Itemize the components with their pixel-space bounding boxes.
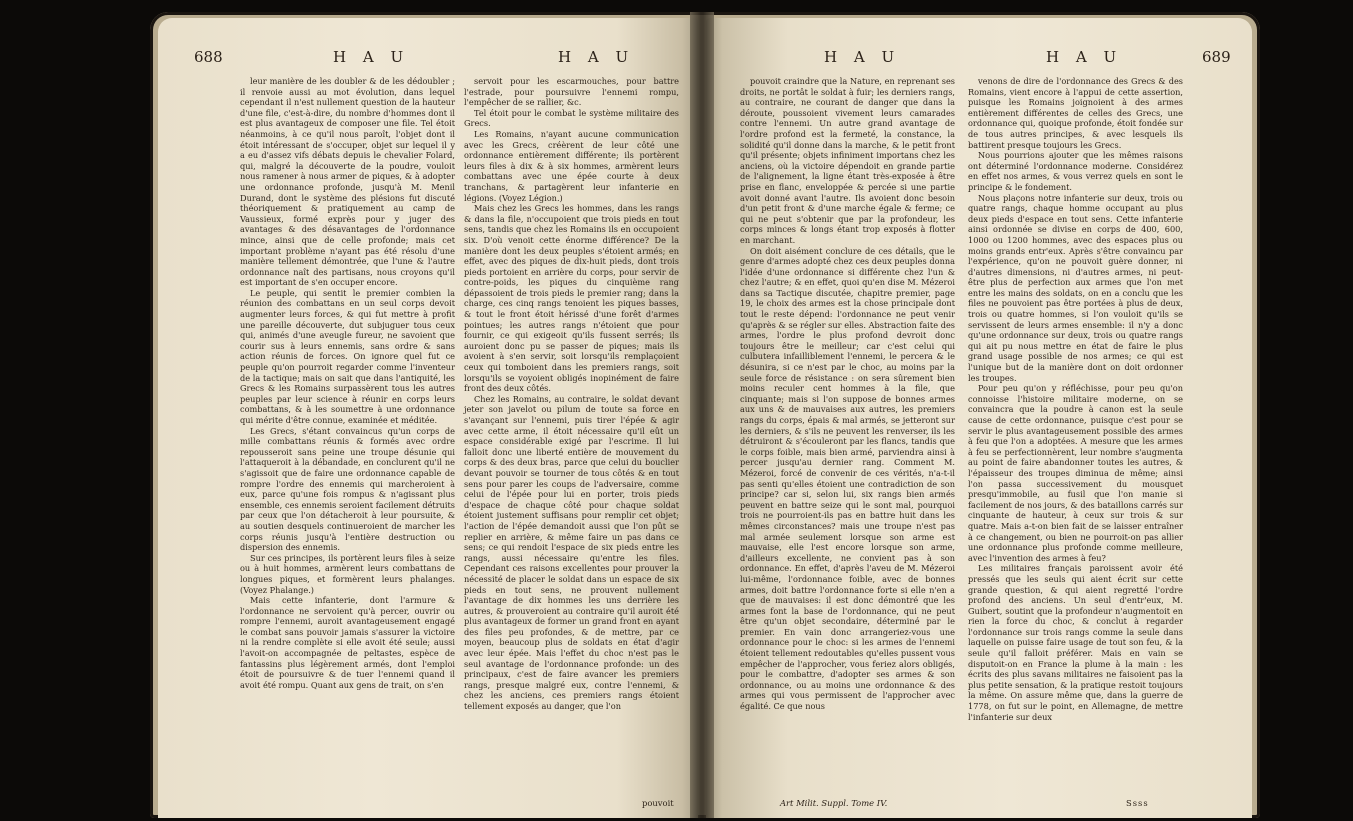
right-page-column-1 <box>740 76 955 712</box>
paragraph: Mais cette infanterie, dont l'armure & l'ordonnance ne servoient qu'à percer, ouvrir ou rompre l'ennemi, auroit avantageusement engagé le combat sans pouvoir jamais s'assurer la victoire ni la rendre complète si elle avoit été seule; aussi l'avoit-on accompagnée de peltastes, espèce de fantassins plus légèrement armés, dont l'emploi étoit de poursuivre & de tuer l'ennemi quand il avoit été rompu. Quant aux gens de trait, on s'en <box>240 595 455 690</box>
open-book-spread <box>150 12 1260 818</box>
paragraph: Nous pourrions ajouter que les mêmes raisons ont déterminé l'ordonnance moderne. Considérez en effet nos armes, & vous verrez quels en sont le principe & le fondement. <box>968 150 1183 192</box>
paragraph: pouvoit craindre que la Nature, en reprenant ses droits, ne portât le soldat à fuir; les derniers rangs, au contraire, ne courant de danger que dans la déroute, poussoient vivement leurs camarades contre l'ennemi. Un autre grand avantage de l'ordre profond est la fermeté, la constance, la solidité qu'il donne dans la marche, & le petit front qu'il présente; objets infiniment importans chez les anciens, où la victoire dépendoit en grande partie de l'alignement, la ligne étant très-exposée à être prise en flanc, enveloppée & percée si une partie avoit donné avant l'autre. Ils avoient donc besoin d'un petit front & d'une marche égale & ferme; ce qui ne peut s'obtenir que par la profondeur, les corps minces & longs étant trop exposés à flotter en marchant. <box>740 76 955 245</box>
paragraph: Mais chez les Grecs les hommes, dans les rangs & dans la file, n'occupoient que trois pieds en tout sens, tandis que chez les Romains ils en occupoient six. D'où venoit cette énorme différence? De la manière dont les deux peuples s'étoient armés; en effet, avec des piques de dix-huit pieds, dont trois pieds portoient en arrière du corps, pour servir de contre-poids, les piques du cinquième rang dépassoient de trois pieds le premier rang; dans la charge, ces cinq rangs tenoient les piques basses, & tout le front étoit hérissé d'une forêt d'armes pointues; les autres rangs n'étoient que pour fournir, ce qui exigeoit qu'ils fussent serrés; ils auroient donc pu se passer de piques; mais ils avoient à s'en servir, soit lorsqu'ils remplaçoient ceux qui tomboient dans les premiers rangs, soit lorsqu'ils se voyoient obligés inopinément de faire front des deux côtés. <box>464 203 679 394</box>
paragraph: Chez les Romains, au contraire, le soldat devant jeter son javelot ou pilum de toute sa force en s'avançant sur l'ennemi, puis tirer l'épée & agir avec cette arme, il étoit nécessaire qu'il eût un espace considérable exigé par l'escrime. Il lui falloit donc une liberté entière de mouvement du corps & des deux bras, parce que celui du bouclier devant pouvoir se tourner de tous côtés & en tout sens pour parer les coups de l'adversaire, comme celui de l'épée pour lui en porter, trois pieds d'espace de chaque côté pour chaque soldat étoient justement suffisans pour remplir cet objet; l'action de l'épée demandoit aussi que l'on pût se replier en arrière, & même faire un pas dans ce sens; ce qui rendoit l'espace de six pieds entre les rangs, aussi nécessaire qu'entre les files. Cependant ces raisons excellentes pour prouver la nécessité de placer le soldat dans un espace de six pieds en tout sens, ne prouvent nullement l'avantage de dix hommes les uns derrière les autres, & prouveroient au contraire qu'il auroit été plus avantageux de former un grand front en ayant des files peu profondes, & de mettre, par ce moyen, beaucoup plus de soldats en état d'agir avec leur épée. Mais l'effet du choc n'est pas le seul avantage de l'ordonnance profonde: un des principaux, c'est de faire avancer les premiers rangs, presque malgré eux, contre l'ennemi, & chez les anciens, ces premiers rangs étoient tellement exposés au danger, que l'on <box>464 393 679 712</box>
right-running-head-1: H A U <box>824 48 901 66</box>
paragraph: leur manière de les doubler & de les dédoubler ; il renvoie aussi au mot évolution, dans lequel cependant il n'est nullement question de la hauteur d'une file, c'est-à-dire, du nombre d'hommes dont il est plus avantageux de composer une file. Tel étoit néanmoins, à ce qu'il nous paroît, l'objet dont il étoit intéressant de s'occuper, objet sur lequel il y a eu d'assez vifs débats depuis le chevalier Folard, qui, malgré la découverte de la poudre, vouloit nous ramener à nous armer de piques, & à adopter une ordonnance profonde, jusqu'à M. Menil Durand, dont le système des plésions fut discuté théoriquement & pratiquement au camp de Vaussieux, formé exprès pour y juger des avantages & des désavantages de l'ordonnance mince, ainsi que de celle profonde; mais cet important problème n'ayant pas été résolu d'une manière tellement démontrée, que l'une & l'autre ordonnance naît des partisans, nous croyons qu'il est important de s'en occuper encore. <box>240 76 455 288</box>
paragraph: Les Grecs, s'étant convaincus qu'un corps de mille combattans réunis & formés avec ordre repousseroit sans peine une troupe désunie qui l'attaqueroit à la débandade, en conclurent qu'il ne s'agissoit que de faire une ordonnance capable de rompre l'ordre des ennemis qui marcheroient à eux, parce qu'une fois rompus & n'agissant plus ensemble, ces ennemis seroient facilement détruits par ceux que l'on détacheroit à leur poursuite, & au soutien desquels continueroient de marcher les corps réunis jusqu'à l'entière destruction ou dispersion des ennemis. <box>240 425 455 553</box>
paragraph: Les militaires français paroissent avoir été pressés que les seuls qui aient écrit sur cette grande question, & qui aient regretté l'ordre profond des anciens. Un seul d'entr'eux, M. Guibert, soutint que la profondeur n'augmentoit en rien la force du choc, & conclut à regarder l'ordonnance sur trois rangs comme la seule dans laquelle on puisse faire usage de tout son feu, & la seule qu'il falloit préférer. Mais en vain se disputoit-on en France la plume à la main : les écrits des plus savans militaires ne faisoient pas la plus petite sensation, & la pratique restoit toujours la même. On assure même que, dans la guerre de 1778, on fut sur le point, en Allemagne, de mettre l'infanterie sur deux <box>968 563 1183 722</box>
paragraph: On doit aisément conclure de ces détails, que le genre d'armes adopté chez ces deux peuples donna l'idée d'une ordonnance si différente chez l'un & chez l'autre; & en effet, quoi qu'en dise M. Mézeroi dans sa Tactique discutée, chapitre premier, page 19, le choix des armes est la chose principale dont tout le reste dépend: l'ordonnance ne peut venir qu'après & se régler sur elles. Abstraction faite des armes, l'ordre le plus profond devroit donc toujours être le meilleur; car c'est celui qui culbutera infailliblement l'ennemi, le percera & le désunira, si ce n'est par le choc, au moins par la seule force de résistance : on sera sûrement bien moins reculer cent hommes à la file, que cinquante; mais si l'on suppose de bonnes armes aux uns & de mauvaises aux autres, les premiers rangs du corps, épais & mal armés, se jetteront sur les derniers, & s'ils ne peuvent les renverser, ils les détruiront & s'écouleront par les flancs, tandis que le corps foible, mais bien armé, parviendra ainsi à percer jusqu'au dernier rang. Comment M. Mézeroi, forcé de convenir de ces vérités, n'a-t-il pas senti qu'elles étoient une contradiction de son principe? car si, selon lui, six rangs bien armés peuvent en battre seize qui le sont mal, pourquoi trois ne pourroient-ils pas en battre huit dans les mêmes circonstances? mais une troupe n'est pas mal armée seulement lorsque son arme est mauvaise, elle l'est encore lorsque son arme, d'ailleurs excellente, ne convient pas à son ordonnance. En effet, d'après l'aveu de M. Mézeroi lui-même, l'ordonnance foible, avec de bonnes armes, doit battre l'ordonnance forte si elle n'en a que de mauvaises: il est donc démontré que les armes font la base de l'ordonnance, qui ne peut être qu'un objet secondaire, déterminé par le premier. En vain donc arrangeriez-vous une ordonnance pour le choc: si les armes de l'ennemi étoient tellement redoutables qu'elles pussent vous empêcher de l'approcher, vous feriez alors obligés, pour le combattre, d'adopter ses armes & son ordonnance, ou au moins une ordonnance & des armes qui vous permissent de l'approcher avec égalité. Ce que nous <box>740 245 955 712</box>
paragraph: Sur ces principes, ils portèrent leurs files à seize ou à huit hommes, armèrent leurs combattans de longues piques, et formèrent leurs phalanges. (Voyez Phalange.) <box>240 552 455 595</box>
left-page-column-1 <box>240 76 455 690</box>
paragraph: venons de dire de l'ordonnance des Grecs & des Romains, vient encore à l'appui de cette assertion, puisque les Romains joignoient à des armes entièrement différentes de celles des Grecs, une ordonnance qui, quoique profonde, étoit fondée sur de tous autres principes, & avec lesquels ils battirent presque toujours les Grecs. <box>968 76 1183 150</box>
left-page-number: 688 <box>194 48 223 66</box>
paragraph: Nous plaçons notre infanterie sur deux, trois ou quatre rangs, chaque homme occupant au plus deux pieds d'espace en tout sens. Cette infanterie ainsi ordonnée se divise en corps de 400, 600, 1000 ou 1200 hommes, avec des espaces plus ou moins grands entr'eux. Après s'être convaincu par l'expérience, qu'on ne pouvoit guère donner, ni d'autres dimensions, ni d'autres armes, ni peut-être plus de perfection aux armes que l'on met entre les mains des soldats, on en a conclu que les files ne pouvoient pas être portées à plus de deux, trois ou quatre hommes, si l'on vouloit qu'ils se servissent de leurs armes ensemble: il n'y a donc qu'une ordonnance sur deux, trois ou quatre rangs qui ait pu nous mettre en état de faire le plus grand usage possible de nos armes; ce qui est l'unique but de la manière dont on doit ordonner les troupes. <box>968 192 1183 383</box>
page-footer: Art Milit. Suppl. Tome IV. <box>780 798 888 808</box>
right-running-head-2: H A U <box>1046 48 1123 66</box>
paragraph: Les Romains, n'ayant aucune communication avec les Grecs, créèrent de leur côté une ordonnance entièrement différente; ils portèrent leurs files à dix & à six hommes, armèrent leurs combattans avec une épée courte à deux tranchans, & partagèrent leur infanterie en légions. (Voyez Légion.) <box>464 128 679 203</box>
right-page <box>706 18 1252 818</box>
paragraph: Le peuple, qui sentit le premier combien la réunion des combattans en un seul corps devoit augmenter leurs forces, & qui fut mettre à profit une pareille découverte, dut subjuguer tous ceux qui, animés d'une aveugle fureur, ne savoient que courir sus à leurs ennemis, sans ordre & sans action réunis de forces. On ignore quel fut ce peuple qu'on pourroit regarder comme l'inventeur de la tactique; mais on sait que dans l'antiquité, les Grecs & les Romains surpassèrent tous les autres peuples par leur science à réunir en corps leurs combattans, & à les soumettre à une ordonnance qui mérite d'être connue, examinée et méditée. <box>240 287 455 425</box>
book-gutter <box>690 12 714 818</box>
catchword: pouvoit <box>642 798 674 808</box>
paragraph: Tel étoit pour le combat le système militaire des Grecs. <box>464 107 679 129</box>
paragraph: Pour peu qu'on y réfléchisse, pour peu qu'on connoisse l'histoire militaire moderne, on se convaincra que la poudre à canon est la seule cause de cette ordonnance, puisque c'est pour se servir le plus avantageusement possible des armes à feu que l'on a adoptées. A mesure que les armes à feu se perfectionnèrent, leur nombre s'augmenta au point de faire abandonner toutes les autres, & l'épaisseur des troupes diminua de même; ainsi l'on passa successivement du mousquet presqu'immobile, au fusil que l'on manie si facilement de nos jours, & des bataillons carrés sur cinquante de hauteur, à ceux sur trois & sur quatre. Mais a-t-on bien fait de se laisser entraîner à ce changement, ou bien ne pourroit-on pas allier une ordonnance plus profonde comme meilleure, avec l'invention des armes à feu? <box>968 383 1183 563</box>
left-running-head-1: H A U <box>333 48 410 66</box>
right-page-number: 689 <box>1202 48 1231 66</box>
left-page-header <box>158 48 698 70</box>
right-page-column-2 <box>968 76 1183 722</box>
left-page <box>158 18 698 818</box>
paragraph: servoit pour les escarmouches, pour battre l'estrade, pour poursuivre l'ennemi rompu, l'empêcher de se rallier, &c. <box>464 76 679 108</box>
right-page-header <box>706 48 1252 70</box>
left-running-head-2: H A U <box>558 48 635 66</box>
signature-mark: Ssss <box>1126 798 1149 808</box>
left-page-column-2 <box>464 76 679 712</box>
